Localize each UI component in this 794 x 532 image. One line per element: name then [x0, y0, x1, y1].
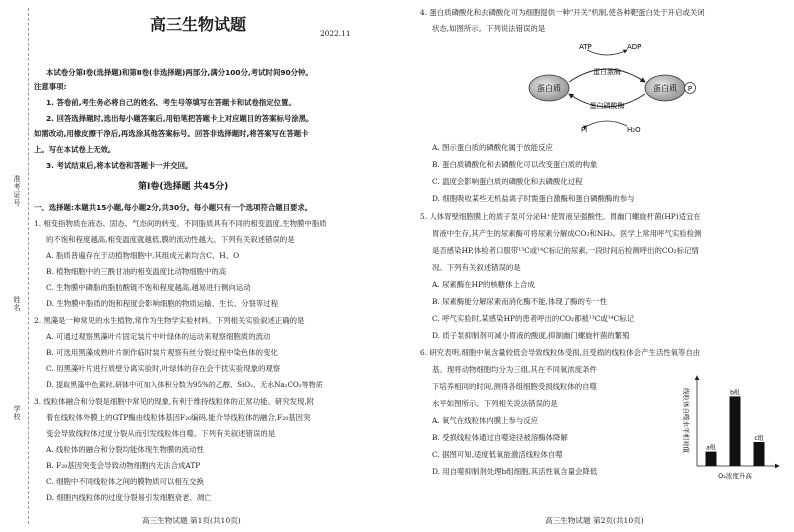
q4-line: 4. 蛋白质磷酸化和去磷酸化可为细胞提供一种"开关"机制,使各种靶蛋白处于开启或关闭 — [420, 8, 705, 17]
q5-line: 胃液中生存,其产生的尿素酶可将尿素分解成CO₂和NH₃。医学上常用呼气实验检测 — [432, 229, 702, 238]
protein-label-left: 蛋白质 — [537, 84, 561, 93]
bar-label-2: c组 — [754, 435, 764, 442]
phosphate-label: P — [687, 85, 693, 93]
q1-option: C. 生物膜中磷脂的脂肪酸链不饱和程度越高,越易进行侧向运动 — [46, 283, 251, 292]
q3-option: A. 线粒体的融合和分裂均能体现生物膜的流动性 — [46, 445, 204, 454]
intro-line: 注意事项: — [34, 82, 67, 91]
kinase-label: 蛋白激酶 — [593, 68, 621, 76]
pi-h2o-arrow — [587, 121, 627, 126]
q6-line: 下培养相同的时间,测得各组细胞受损线粒体的自噬 — [432, 382, 597, 391]
q1-option: B. 植物细胞中的三酰甘油的相变温度比动物细胞中的高 — [46, 267, 227, 276]
bar-0 — [706, 452, 717, 466]
q6-option: C. 据图可知,适度低氧能激活线粒体自噬 — [432, 450, 563, 459]
intro-line: 上。写在本试卷上无效。 — [34, 145, 116, 154]
intro-line: 本试卷分第Ⅰ卷(选择题)和第Ⅱ卷(非选择题)两部分,满分100分,考试时间90分钟。 — [46, 68, 313, 77]
q3-line: 3. 线粒体融合和分裂是细胞中常见的现象,有利于维持线粒体的正常功能。研究发现,附 — [34, 397, 315, 406]
q6-line: 基。现将动物细胞均分为三组,其在不同氧浓度条件 — [432, 365, 597, 374]
q5-option: A. 尿素酶在HP的核糖体上合成 — [432, 280, 535, 289]
protein-label-right: 蛋白质 — [653, 84, 677, 93]
exam-date: 2022.11 — [320, 29, 351, 38]
q5-option: C. 呼气实验时,某感染HP的患者呼出的CO₂都被¹³C或¹⁴C标记 — [432, 314, 635, 323]
intro-line: 1. 答卷前,考生务必将自己的姓名、考生号等填写在答题卡和试卷指定位置。 — [46, 98, 296, 107]
exam-title: 高三生物试题 — [150, 15, 247, 34]
q2-option: D. 提取黑藻中色素时,研钵中可加入体积分数为95%的乙醇、SiO₂、无水Na₂CO₃等物质 — [46, 380, 323, 389]
intro-line: 2. 回答选择题时,选出每小题答案后,用铅笔把答题卡上对应题目的答案标号涂黑。 — [46, 114, 314, 123]
q6-option: B. 受损线粒体通过自噬途径被溶酶体降解 — [432, 433, 568, 442]
autophagy-bar-chart — [675, 372, 787, 482]
bar-2 — [754, 442, 765, 466]
bar-label-0: a组 — [706, 444, 716, 452]
q3-option: B. F₂₀基因突变会导致动物细胞内无法合成ATP — [46, 461, 201, 470]
side-label-name: 姓名 — [13, 296, 21, 312]
adp-label: ADP — [627, 43, 642, 51]
q5-line: 是否感染HP,体检者口服带¹³C或¹⁴C标记的尿素,一段时间后检测呼出的CO₂标记情 — [432, 246, 699, 255]
q4-option: A. 图示蛋白质的磷酸化属于放能反应 — [432, 143, 553, 152]
q4-line: 状态,如图所示。下列说法错误的是 — [432, 24, 546, 33]
q3-option: D. 细胞内线粒体的过度分裂易引发细胞衰老、凋亡 — [46, 493, 212, 502]
q1-line: 的不饱和程度越高,相变温度就越低,膜的流动性越大。下列有关叙述错误的是 — [46, 235, 295, 244]
section-instructions: 一、选择题:本题共15小题,每小题2分,共30分。每小题只有一个选项符合题目要求。 — [34, 203, 313, 212]
q3-line: 变会导致线粒体过度分裂从而引发线粒体自噬。下列有关叙述错误的是 — [46, 429, 276, 438]
q1-option: A. 脂质普遍存在于动植物细胞中,其组成元素均含C、H、O — [46, 251, 240, 260]
intro-line: 3. 考试结束后,将本试卷和答题卡一并交回。 — [46, 161, 193, 170]
q5-option: D. 质子泵抑制剂可减小胃液的酸度,抑制幽门螺旋杆菌的繁殖 — [432, 331, 630, 340]
atp-adp-arrow — [587, 50, 627, 55]
q6-line: 6. 研究表明,细胞中氧含量较低会导致线粒体受损,且受损的线粒体会产生活性氧等自由 — [420, 348, 701, 357]
q4-option: D. 细胞吸收某些无机盐离子时需蛋白激酶和蛋白磷酸酶的参与 — [432, 194, 635, 203]
bar-label-1: b组 — [730, 389, 740, 397]
q2-option: B. 可选用黑藻成熟叶片制作临时装片观察有丝分裂过程中染色体的变化 — [46, 348, 278, 357]
side-label-exam-number: 准考证号 — [13, 175, 21, 207]
section-title: 第Ⅰ卷(选择题 共45分) — [138, 182, 229, 192]
q6-option: A. 氧气在线粒体内膜上参与反应 — [432, 416, 539, 425]
q1-option: D. 生物膜中脂质的饱和程度会影响细胞的物质运输、生长、分裂等过程 — [46, 299, 279, 308]
atp-label: ATP — [579, 43, 592, 51]
q2-option: C. 用黑藻叶片进行质壁分离实验时,叶绿体的存在会干扰实验现象的观察 — [46, 364, 281, 373]
q5-option: B. 尿素酶能分解尿素而消化酶不能,体现了酶的专一性 — [432, 297, 608, 306]
q1-line: 1. 相变指物质在液态、固态、气态间的转变。不同脂质具有不同的相变温度,生物膜中脂质 — [34, 219, 327, 228]
chart-ylabel: 线粒体自噬水平相对值 — [682, 388, 690, 453]
q4-option: B. 蛋白质磷酸化和去磷酸化可以改变蛋白质的构象 — [432, 160, 598, 169]
q2-line: 2. 黑藻是一种常见的水生植物,常作为生物学实验材料。下列相关实验叙述正确的是 — [34, 316, 305, 325]
page-footer: 高三生物试题 第2页(共10页) — [545, 516, 644, 525]
phosphorylation-diagram — [527, 38, 697, 134]
chart-xlabel: O₂浓度升高 — [718, 472, 752, 480]
q5-line: 况。下列有关叙述错误的是 — [432, 263, 521, 272]
side-label-school: 学校 — [13, 405, 21, 421]
right-page — [397, 0, 794, 532]
q3-line: 着在线粒体外膜上的GTP酶由线粒体基因F₂₀编码,能介导线粒体的融合,F₂₀基因突 — [46, 413, 311, 422]
q5-line: 5. 人体胃壁细胞膜上的质子泵可分泌H⁺使胃液呈强酸性。胃幽门螺旋杆菌(HP)适宜在 — [420, 212, 701, 221]
q4-option: C. 温度会影响蛋白质的磷酸化和去磷酸化过程 — [432, 177, 583, 186]
phosphatase-label: 蛋白磷酸酶 — [589, 102, 625, 110]
h2o-label: H₂O — [627, 126, 641, 134]
q2-option: A. 可通过观察黑藻叶片固定装片中叶绿体的运动来观察细胞质的流动 — [46, 332, 271, 341]
binding-line — [28, 8, 29, 524]
intro-line: 如需改动,用橡皮擦干净后,再选涂其他答案标号。回答非选择题时,将答案写在答题卡 — [34, 129, 309, 138]
q3-option: C. 细胞中不同线粒体之间的膜物质可以相互交换 — [46, 477, 204, 486]
q6-line: 水平如图所示。下列相关说法错误的是 — [432, 399, 558, 408]
pi-label: Pi — [581, 126, 588, 134]
bar-1 — [730, 396, 741, 466]
chart-bars — [706, 388, 765, 466]
page-footer: 高三生物试题 第1页(共10页) — [142, 516, 241, 525]
q6-option: D. 用自噬抑制剂处理b组细胞,其活性氧含量会降低 — [432, 467, 598, 476]
